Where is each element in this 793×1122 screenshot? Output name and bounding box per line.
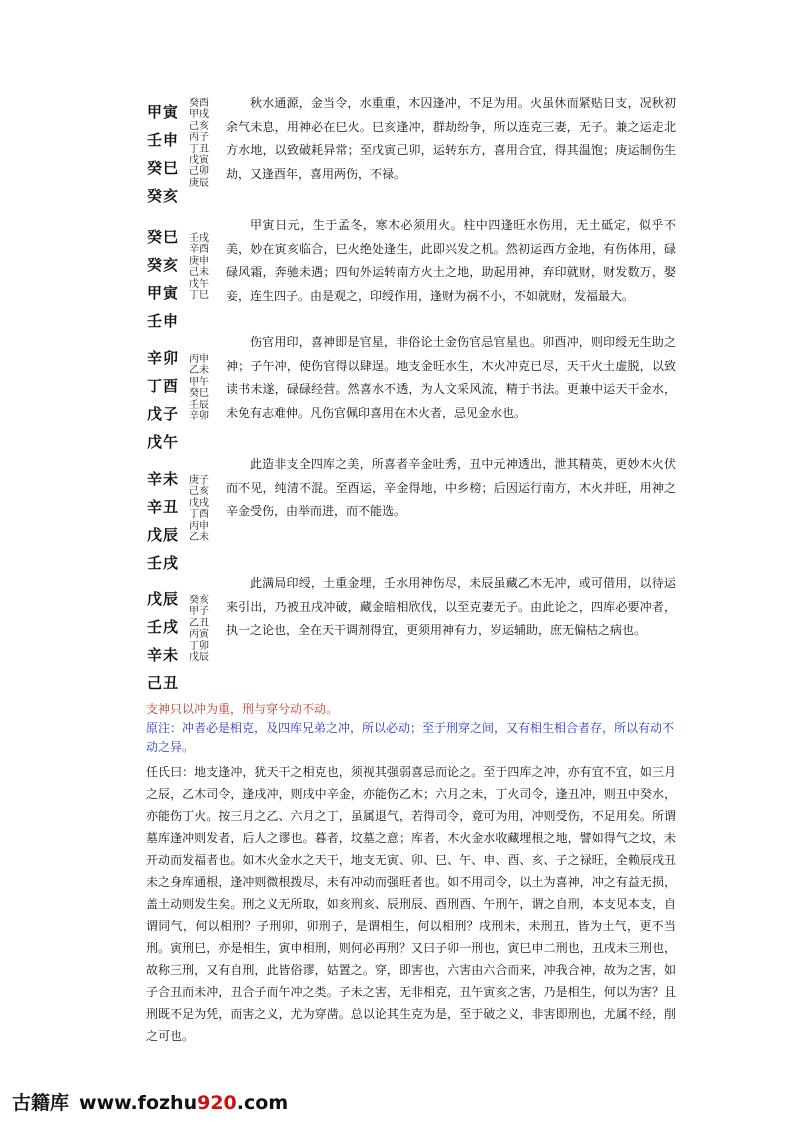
pillar-year: 辛卯 — [147, 349, 180, 367]
pillar-year: 甲寅 — [147, 103, 180, 121]
luck-cycle: 甲午 — [189, 376, 209, 388]
luck-cycle: 丙子 — [189, 132, 209, 144]
luck-cycle: 己亥 — [189, 486, 209, 498]
luck-cycle: 庚申 — [189, 255, 209, 267]
luck-cycle: 丙申 — [189, 520, 209, 532]
pillar-year: 癸巳 — [147, 228, 180, 246]
site-name: 古籍库 — [12, 1092, 70, 1114]
pillar-day: 戊子 — [147, 405, 180, 423]
pillar-month: 辛丑 — [147, 498, 180, 516]
luck-cycle: 己亥 — [189, 120, 209, 132]
pillar-month: 壬戌 — [147, 618, 180, 636]
four-pillars — [147, 223, 183, 335]
luck-cycles — [189, 354, 219, 422]
site-url-accent: 920 — [197, 1092, 237, 1114]
pillar-day: 甲寅 — [147, 284, 180, 302]
luck-cycle: 壬戌 — [189, 233, 209, 244]
luck-cycle: 戊辰 — [189, 651, 209, 663]
site-watermark — [12, 1088, 288, 1118]
luck-cycle: 庚辰 — [189, 177, 209, 189]
luck-cycle: 戊午 — [189, 278, 209, 290]
original-note: 原注：冲者必是相克，及四库兄弟之冲，所以必动；至于刑穿之间，又有相生相合者存，所以有动不动之异。 — [146, 721, 675, 754]
case-commentary: 甲寅日元，生于孟冬，寒木必须用火。柱中四逢旺水伤用，无土砥定，似乎不美，妙在寅亥临合，巳火绝处逢生，此即兴发之机。然初运西方金地，有伤体用，碌碌风霜，奔驰未遇；四旬外运转南方火土之地，助起用神，弃印就财，财发数万，娶妾，连生四子。由是观之，印绶作用，逢财为祸不小，不如就财，发福最大。 — [226, 218, 676, 303]
luck-cycle: 庚子 — [189, 475, 209, 486]
pillar-hour: 癸亥 — [147, 187, 180, 205]
verse-line: 支神只以冲为重，刑与穿兮动不动。 — [146, 702, 339, 716]
luck-cycle: 辛酉 — [189, 244, 209, 256]
luck-cycle: 乙丑 — [189, 617, 209, 629]
luck-cycle: 乙未 — [189, 531, 209, 543]
case-commentary: 伤官用印，喜神即是官星，非俗论土金伤官忌官星也。卯酉冲，则印绶无生助之神；子午冲，使伤官得以肆逞。地支金旺水生，木火冲克已尽，天干火土虚脱，以致读书未遂，碌碌经营。然喜水不透，为人文采风流，精于书法。更兼中运天干金水，未免有志难伸。凡伤官佩印喜用在木火者，忌见金水也。 — [226, 335, 676, 420]
four-pillars — [147, 465, 183, 577]
pillar-day: 戊辰 — [147, 526, 180, 544]
luck-cycle: 戊寅 — [189, 154, 209, 166]
pillar-hour: 戊午 — [147, 433, 180, 451]
pillar-month: 癸亥 — [147, 256, 180, 274]
luck-cycle: 己卯 — [189, 166, 209, 178]
pillar-year: 戊辰 — [147, 590, 180, 608]
luck-cycle: 辛卯 — [189, 410, 209, 422]
pillar-month: 壬申 — [147, 131, 180, 149]
case-commentary: 此造非支全四库之美，所喜者辛金吐秀，丑中元神透出，泄其精英，更妙木火伏而不见，纯清不混。至酉运，辛金得地，中乡榜；后因运行南方，木火并旺，用神之辛金受伤，由举而进，而不能选。 — [226, 457, 676, 518]
luck-cycle: 丁酉 — [189, 509, 209, 521]
pillar-day: 癸巳 — [147, 159, 180, 177]
luck-cycle: 乙未 — [189, 365, 209, 377]
luck-cycles — [189, 98, 219, 189]
luck-cycle: 己未 — [189, 267, 209, 279]
luck-cycle: 丙申 — [189, 354, 209, 365]
pillar-hour: 壬申 — [147, 312, 180, 330]
luck-cycle: 丙寅 — [189, 629, 209, 641]
luck-cycle: 癸酉 — [189, 98, 209, 109]
luck-cycle: 甲戌 — [189, 109, 209, 121]
luck-cycle: 甲子 — [189, 606, 209, 618]
pillar-hour: 壬戌 — [147, 554, 180, 572]
luck-cycles — [189, 233, 219, 301]
pillar-year: 辛未 — [147, 470, 180, 488]
pillar-hour: 己丑 — [147, 674, 180, 692]
luck-cycle: 丁卯 — [189, 640, 209, 652]
ren-commentary: 任氏曰：地支逢冲，犹天干之相克也，须视其强弱喜忌而论之。至于四库之冲，亦有宜不宜，如三月之辰，乙木司令，逢戌冲，则戌中辛金，亦能伤乙木；六月之未，丁火司令，逢丑冲，则丑中癸水，亦能伤丁火。按三月之乙、六月之丁，虽属退气，若得司令，竟可为用，冲则受伤，不足用矣。所谓墓库逢冲则发者，后人之谬也。暮者，坟墓之意；库者，木火金水收藏埋根之地，譬如得气之坟，未开动而发福者也。如木火金水之天干，地支无寅、卯、巳、午、申、酉、亥、子之禄旺，全赖辰戌丑未之身库通根，逢冲则微根拨尽，未有冲动而强旺者也。如不用司令，以土为喜神，冲之有益无损，盖土动则发生矣。刑之义无所取，如亥刑亥、辰刑辰、酉刑酉、午刑午，谓之自刑，本支见本支，自谓同气，何以相刑？子刑卯，卯刑子，是谓相生，何以相刑？戌刑未，未刑丑，皆为土气，更不当刑。寅刑巳，亦是相生，寅申相刑，则何必再刑？又曰子卯一刑也，寅巳申二刑也，丑戌未三刑也，故称三刑，又有自刑，此皆俗谬，姑置之。穿，即害也，六害由六合而来，冲我合神，故为之害，如子合丑而未冲，丑合子而午冲之类。子未之害，无非相克，丑午寅亥之害，乃是相生，何以为害？且刑既不足为凭，而害之义，尤为穿凿。总以论其生克为是，至于破之义，非害即刑也，尤属不经，削之可也。 — [146, 765, 676, 1043]
luck-cycles — [189, 475, 219, 543]
four-pillars — [147, 344, 183, 456]
luck-cycles — [189, 595, 219, 663]
luck-cycle: 丁丑 — [189, 143, 209, 155]
luck-cycle: 壬辰 — [189, 399, 209, 411]
luck-cycle: 丁巳 — [189, 289, 209, 301]
site-url-suffix: .com — [236, 1092, 289, 1114]
case-commentary: 此满局印绶，土重金埋，壬水用神伤尽，未辰虽藏乙木无冲，或可借用，以待运来引出，乃被丑戌冲破，藏金暗相欣伐，以至克妻无子。由此论之，四库必要冲者，执一之论也，全在天干调剂得宜，更须用神有力，岁运辅助，庶无偏枯之病也。 — [226, 576, 676, 637]
site-url-part: www.fozhu — [79, 1092, 198, 1114]
four-pillars — [147, 98, 183, 210]
luck-cycle: 癸巳 — [189, 388, 209, 400]
pillar-month: 丁酉 — [147, 377, 180, 395]
case-commentary: 秋水通源，金当令，水重重，木囚逢冲，不足为用。火虽休而紧贴日支，况秋初余气未息，用神必在巳火。巳亥逢冲，群劫纷争，所以连克三妻，无子。兼之运走北方水地，以致破耗异常；至戊寅己卯，运转东方，喜用合宜，得其温饱；庚运制伤生劫，又逢酉年，喜用两伤，不禄。 — [226, 96, 676, 181]
pillar-day: 辛未 — [147, 646, 180, 664]
four-pillars — [147, 585, 183, 697]
luck-cycle: 戊戌 — [189, 497, 209, 509]
luck-cycle: 癸亥 — [189, 595, 209, 606]
